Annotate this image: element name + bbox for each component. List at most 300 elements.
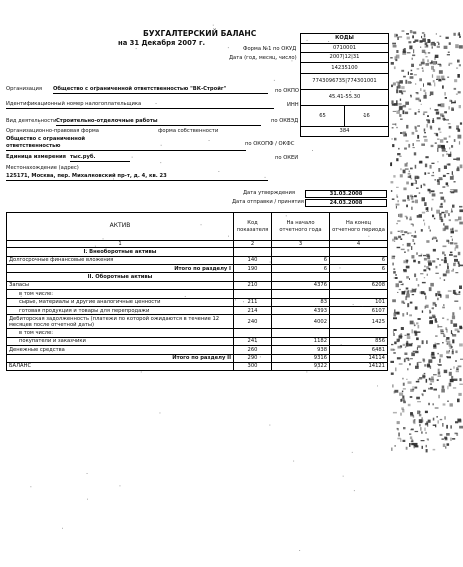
noise-speck	[392, 43, 396, 45]
noise-speck	[428, 420, 431, 423]
noise-speck	[343, 476, 344, 477]
noise-speck	[449, 42, 451, 45]
noise-speck	[400, 230, 403, 233]
noise-speck	[352, 452, 353, 453]
noise-speck	[423, 255, 426, 256]
cell-code: 260	[234, 346, 272, 354]
noise-speck	[306, 372, 307, 373]
noise-speck	[453, 387, 456, 388]
date-label: Дата (год, месяц, число)	[229, 55, 297, 61]
noise-speck	[453, 269, 454, 271]
noise-speck	[392, 127, 394, 129]
noise-speck	[274, 80, 275, 81]
cell-start: 4002	[272, 315, 330, 329]
noise-speck	[420, 88, 421, 91]
noise-speck	[437, 298, 439, 301]
noise-speck	[442, 423, 444, 427]
noise-speck	[428, 403, 430, 405]
noise-speck	[405, 260, 408, 264]
noise-speck	[444, 416, 445, 419]
noise-speck	[429, 317, 432, 319]
noise-speck	[394, 138, 397, 141]
noise-speck	[432, 315, 435, 319]
noise-speck	[453, 159, 456, 160]
noise-speck	[452, 339, 454, 343]
noise-speck	[393, 111, 397, 112]
noise-speck	[458, 252, 461, 255]
noise-speck	[396, 50, 398, 53]
noise-speck	[428, 173, 430, 175]
noise-speck	[414, 152, 416, 155]
noise-speck	[425, 46, 429, 47]
noise-speck	[410, 217, 412, 219]
noise-speck	[444, 214, 446, 218]
approve-value: 31.03.2008	[305, 190, 387, 198]
noise-speck	[391, 162, 393, 166]
noise-speck	[442, 318, 444, 319]
noise-speck	[450, 403, 453, 406]
noise-speck	[409, 344, 413, 347]
noise-speck	[413, 143, 414, 146]
noise-speck	[429, 310, 430, 314]
noise-speck	[213, 25, 214, 26]
page-date-line: на 31 Декабря 2007 г.	[118, 39, 206, 47]
noise-speck	[417, 215, 419, 218]
noise-speck	[439, 395, 440, 399]
noise-speck	[411, 352, 415, 356]
noise-speck	[422, 70, 424, 72]
cell-code: 140	[234, 256, 272, 264]
noise-speck	[446, 272, 447, 273]
noise-speck	[426, 56, 428, 57]
noise-speck	[397, 357, 401, 359]
noise-speck	[451, 191, 455, 193]
noise-speck	[408, 381, 412, 384]
noise-speck	[392, 199, 395, 200]
page-title: БУХГАЛТЕРСКИЙ БАЛАНС	[143, 29, 257, 38]
noise-speck	[416, 188, 419, 189]
noise-speck	[270, 262, 271, 263]
noise-speck	[400, 333, 402, 334]
noise-speck	[423, 113, 425, 115]
noise-speck	[243, 301, 244, 302]
noise-speck	[410, 76, 414, 79]
noise-speck	[427, 83, 431, 86]
cell-code: 241	[234, 337, 272, 345]
noise-speck	[402, 244, 404, 245]
noise-speck	[430, 387, 433, 390]
noise-speck	[396, 204, 400, 206]
noise-speck	[405, 163, 408, 166]
noise-speck	[448, 154, 451, 157]
noise-speck	[411, 183, 413, 186]
noise-speck	[441, 145, 445, 147]
noise-speck	[398, 85, 401, 89]
org-name: Общество с ограниченной ответственностью "ВК-Стройг"	[53, 86, 227, 92]
noise-speck	[437, 181, 440, 185]
cell-code: 214	[234, 306, 272, 314]
noise-speck	[403, 105, 407, 108]
noise-speck	[431, 208, 432, 211]
noise-speck	[458, 129, 461, 132]
noise-speck	[440, 434, 443, 436]
cell-end: 14114	[330, 354, 388, 362]
noise-speck	[449, 147, 450, 149]
noise-speck	[440, 192, 443, 194]
noise-speck	[444, 279, 445, 281]
noise-speck	[421, 104, 422, 105]
noise-speck	[404, 48, 406, 49]
noise-speck	[423, 83, 424, 86]
noise-speck	[438, 104, 441, 106]
noise-speck	[404, 148, 407, 150]
cell-label: в том числе:	[7, 329, 234, 337]
noise-speck	[409, 314, 412, 316]
noise-speck	[415, 83, 416, 85]
noise-speck	[405, 335, 407, 336]
cell-end: 14121	[330, 362, 388, 370]
noise-speck	[400, 119, 403, 120]
noise-speck	[430, 320, 433, 324]
noise-speck	[403, 49, 406, 53]
noise-speck	[427, 39, 430, 43]
noise-speck	[402, 409, 404, 412]
noise-speck	[393, 349, 395, 350]
noise-speck	[439, 132, 441, 133]
noise-speck	[447, 401, 449, 402]
cell-label: Итого по разделу I	[7, 264, 234, 272]
noise-speck	[425, 306, 426, 309]
noise-speck	[450, 242, 453, 244]
noise-speck	[416, 140, 420, 142]
noise-speck	[420, 100, 421, 102]
noise-speck	[450, 252, 453, 254]
noise-speck	[350, 91, 351, 92]
noise-speck	[402, 391, 403, 393]
noise-speck	[269, 425, 270, 426]
noise-speck	[449, 126, 452, 129]
noise-speck	[452, 316, 455, 320]
activity-value: Строительно-отделочные работы	[56, 118, 158, 124]
noise-speck	[400, 132, 403, 134]
noise-speck	[413, 41, 415, 43]
noise-speck	[412, 329, 413, 333]
noise-speck	[437, 379, 439, 381]
noise-speck	[421, 36, 422, 38]
noise-speck	[456, 68, 458, 69]
noise-speck	[439, 359, 441, 363]
noise-speck	[398, 103, 401, 106]
noise-speck	[458, 135, 462, 139]
noise-speck	[456, 168, 459, 171]
noise-speck	[437, 324, 438, 327]
noise-speck	[447, 443, 450, 446]
noise-speck	[451, 212, 453, 213]
noise-speck	[442, 307, 445, 309]
noise-speck	[447, 77, 449, 78]
noise-speck	[393, 82, 396, 85]
noise-speck	[428, 361, 429, 365]
noise-speck	[449, 219, 451, 221]
noise-speck	[375, 351, 376, 352]
noise-speck	[442, 252, 445, 255]
noise-speck	[408, 199, 411, 201]
noise-speck	[459, 291, 460, 293]
noise-speck	[454, 79, 457, 82]
noise-speck	[416, 98, 420, 101]
noise-speck	[398, 148, 400, 150]
noise-speck	[449, 254, 453, 256]
noise-speck	[447, 386, 448, 390]
noise-speck	[417, 176, 419, 178]
noise-speck	[447, 266, 449, 269]
noise-speck	[424, 428, 425, 431]
noise-speck	[423, 111, 427, 113]
noise-speck	[451, 320, 453, 324]
noise-speck	[411, 235, 413, 236]
noise-speck	[416, 337, 419, 340]
noise-speck	[401, 92, 403, 93]
noise-speck	[411, 255, 414, 258]
noise-speck	[446, 182, 449, 185]
noise-speck	[416, 92, 419, 93]
cell-code: 240	[234, 315, 272, 329]
noise-speck	[411, 64, 414, 67]
noise-speck	[420, 47, 421, 48]
noise-speck	[424, 258, 427, 261]
noise-speck	[87, 499, 88, 500]
noise-speck	[410, 95, 412, 96]
noise-speck	[445, 437, 448, 440]
noise-speck	[407, 336, 411, 339]
noise-speck	[457, 60, 460, 63]
noise-speck	[59, 264, 60, 265]
noise-speck	[454, 301, 458, 302]
noise-speck	[422, 417, 423, 419]
cell-start: 938	[272, 346, 330, 354]
noise-speck	[415, 431, 419, 432]
noise-speck	[403, 188, 406, 191]
noise-speck	[457, 74, 460, 78]
noise-speck	[428, 52, 430, 54]
noise-speck	[447, 343, 448, 345]
noise-speck	[449, 136, 451, 138]
noise-speck	[413, 386, 414, 390]
noise-speck	[397, 197, 398, 198]
unit-label: Единица измерения	[6, 154, 66, 160]
noise-speck	[415, 200, 418, 204]
noise-speck	[430, 126, 432, 129]
noise-speck	[451, 236, 453, 237]
noise-speck	[408, 404, 411, 406]
noise-speck	[415, 351, 418, 354]
noise-speck	[411, 246, 412, 250]
noise-speck	[455, 230, 458, 232]
noise-speck	[430, 283, 434, 287]
noise-speck	[408, 176, 411, 178]
noise-speck	[440, 419, 443, 420]
noise-speck	[433, 80, 435, 82]
noise-speck	[451, 270, 454, 271]
noise-speck	[453, 379, 457, 381]
noise-speck	[439, 213, 441, 216]
noise-speck	[406, 217, 408, 220]
noise-speck	[393, 329, 396, 331]
noise-speck	[423, 184, 425, 186]
form-label-1: Организационно-правовая форма	[6, 128, 99, 134]
noise-speck	[399, 363, 403, 365]
noise-speck	[456, 433, 458, 436]
noise-speck	[426, 305, 429, 308]
noise-speck	[450, 189, 453, 190]
noise-speck	[440, 36, 442, 37]
noise-speck	[265, 177, 266, 178]
noise-speck	[459, 45, 463, 48]
noise-speck	[436, 237, 437, 239]
noise-speck	[392, 124, 396, 125]
noise-speck	[443, 274, 447, 277]
noise-speck	[395, 368, 397, 372]
cell-start: 4376	[272, 281, 330, 289]
codes-header: КОДЫ	[301, 34, 388, 44]
noise-speck	[428, 388, 429, 390]
noise-speck	[453, 33, 455, 36]
noise-speck	[422, 340, 424, 344]
noise-speck	[458, 393, 461, 396]
noise-speck	[435, 55, 439, 58]
noise-speck	[425, 42, 428, 45]
noise-speck	[397, 153, 400, 155]
sent-label: Дата отправки / принятия	[232, 199, 304, 205]
noise-speck	[437, 420, 439, 423]
noise-speck	[408, 232, 412, 234]
noise-speck	[94, 175, 95, 176]
cell-start: 6	[272, 264, 330, 272]
noise-speck	[438, 79, 441, 82]
noise-speck	[441, 103, 445, 107]
noise-speck	[403, 401, 406, 403]
noise-speck	[459, 426, 463, 429]
noise-speck	[427, 255, 430, 259]
noise-speck	[447, 356, 451, 358]
noise-speck	[256, 341, 257, 342]
form-value-1: Общество с ограниченной	[6, 136, 86, 142]
noise-speck	[429, 378, 431, 381]
noise-speck	[410, 436, 412, 439]
date-value: 2007|12|31	[301, 53, 388, 63]
noise-speck	[398, 346, 402, 349]
noise-speck	[260, 356, 261, 357]
noise-speck	[433, 118, 434, 121]
noise-speck	[444, 370, 448, 373]
noise-speck	[400, 214, 403, 218]
noise-speck	[448, 106, 450, 109]
noise-speck	[414, 325, 415, 327]
noise-speck	[438, 168, 440, 172]
noise-speck	[404, 260, 405, 263]
noise-speck	[440, 358, 441, 359]
noise-speck	[431, 145, 434, 147]
noise-speck	[396, 127, 397, 128]
noise-speck	[446, 337, 449, 340]
noise-speck	[443, 444, 446, 447]
noise-speck	[394, 309, 396, 313]
cell-label: I. Внеоборотные активы	[7, 248, 234, 256]
noise-speck	[136, 48, 137, 49]
noise-speck	[399, 114, 401, 117]
noise-speck	[396, 187, 399, 188]
noise-speck	[438, 364, 442, 366]
noise-speck	[422, 282, 426, 283]
noise-speck	[424, 202, 426, 206]
noise-speck	[425, 411, 428, 413]
noise-speck	[407, 52, 411, 53]
noise-speck	[438, 128, 440, 131]
noise-speck	[418, 379, 420, 381]
noise-speck	[419, 424, 420, 426]
noise-speck	[427, 59, 428, 62]
noise-speck	[415, 231, 416, 233]
noise-speck	[444, 166, 447, 170]
noise-speck	[430, 165, 432, 169]
noise-speck	[410, 302, 413, 304]
noise-speck	[444, 200, 446, 203]
noise-speck	[405, 102, 409, 105]
okved-label: по ОКВЭД	[271, 118, 299, 124]
cell-label: Запасы	[7, 281, 234, 289]
noise-speck	[441, 333, 445, 334]
noise-speck	[460, 165, 463, 169]
noise-speck	[450, 379, 454, 382]
noise-speck	[442, 117, 445, 120]
noise-speck	[421, 440, 425, 441]
noise-speck	[154, 40, 155, 41]
noise-speck	[407, 368, 408, 370]
noise-speck	[394, 66, 396, 69]
noise-speck	[433, 374, 437, 375]
noise-speck	[420, 40, 423, 43]
noise-speck	[403, 76, 406, 78]
noise-speck	[416, 180, 417, 182]
noise-speck	[40, 174, 41, 175]
noise-speck	[398, 339, 400, 341]
noise-speck	[446, 433, 450, 436]
noise-speck	[401, 86, 404, 89]
noise-speck	[442, 148, 446, 152]
cell-label: готовая продукция и товары для перепродажи	[7, 306, 234, 314]
noise-speck	[405, 296, 407, 300]
noise-speck	[407, 195, 409, 199]
noise-speck	[452, 171, 453, 175]
noise-speck	[392, 299, 396, 302]
noise-speck	[440, 203, 442, 205]
noise-speck	[408, 144, 410, 148]
noise-speck	[452, 102, 456, 104]
noise-speck	[410, 396, 413, 398]
cell-label: II. Оборотные активы	[7, 273, 234, 281]
noise-speck	[456, 367, 458, 368]
noise-speck	[406, 182, 409, 185]
noise-speck	[113, 179, 114, 180]
noise-speck	[452, 334, 456, 337]
noise-speck	[433, 389, 437, 391]
noise-speck	[408, 173, 411, 175]
noise-speck	[427, 365, 430, 366]
noise-speck	[426, 421, 427, 424]
noise-speck	[425, 156, 428, 158]
noise-speck	[406, 343, 409, 347]
noise-speck	[425, 92, 427, 96]
